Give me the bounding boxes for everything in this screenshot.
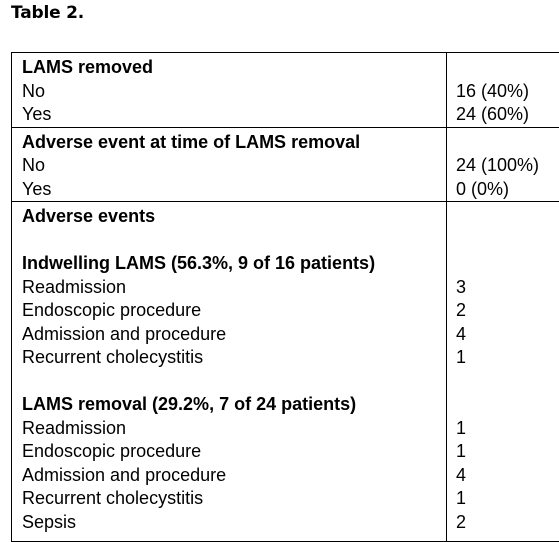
value-cell: [447, 53, 559, 128]
table-row: [12, 127, 559, 202]
table-row: [12, 53, 559, 128]
row-label: Yes: [22, 178, 446, 202]
row-value: 1: [456, 440, 559, 464]
row-label: Admission and procedure: [22, 323, 446, 347]
section-heading: LAMS removed: [22, 56, 446, 80]
row-value: 0 (0%): [456, 178, 559, 202]
row-value: 2: [456, 299, 559, 323]
row-label: Recurrent cholecystitis: [22, 487, 446, 511]
label-cell: [12, 53, 447, 128]
results-table: [11, 52, 559, 542]
row-value: 1: [456, 487, 559, 511]
row-label: Admission and procedure: [22, 464, 446, 488]
table-row: [12, 202, 559, 542]
row-value: 16 (40%): [456, 80, 559, 104]
row-value: 4: [456, 323, 559, 347]
row-label: No: [22, 80, 446, 104]
row-value: 4: [456, 464, 559, 488]
row-label: Endoscopic procedure: [22, 299, 446, 323]
row-label: Readmission: [22, 417, 446, 441]
row-label: No: [22, 154, 446, 178]
row-value: 1: [456, 417, 559, 441]
row-value: 1: [456, 346, 559, 370]
row-label: Sepsis: [22, 511, 446, 535]
value-cell: [447, 202, 559, 542]
section-heading: Adverse events: [22, 205, 446, 229]
section-heading: Adverse event at time of LAMS removal: [22, 131, 446, 155]
row-value: 24 (100%): [456, 154, 559, 178]
value-cell: [447, 127, 559, 202]
subsection-heading: LAMS removal (29.2%, 7 of 24 patients): [22, 393, 446, 417]
row-label: Yes: [22, 103, 446, 127]
row-value: 3: [456, 276, 559, 300]
label-cell: [12, 202, 447, 542]
row-value: 24 (60%): [456, 103, 559, 127]
subsection-heading: Indwelling LAMS (56.3%, 9 of 16 patients): [22, 252, 446, 276]
row-label: Endoscopic procedure: [22, 440, 446, 464]
label-cell: [12, 127, 447, 202]
row-label: Recurrent cholecystitis: [22, 346, 446, 370]
row-label: Readmission: [22, 276, 446, 300]
table-caption: Table 2.: [11, 3, 84, 23]
row-value: 2: [456, 511, 559, 535]
